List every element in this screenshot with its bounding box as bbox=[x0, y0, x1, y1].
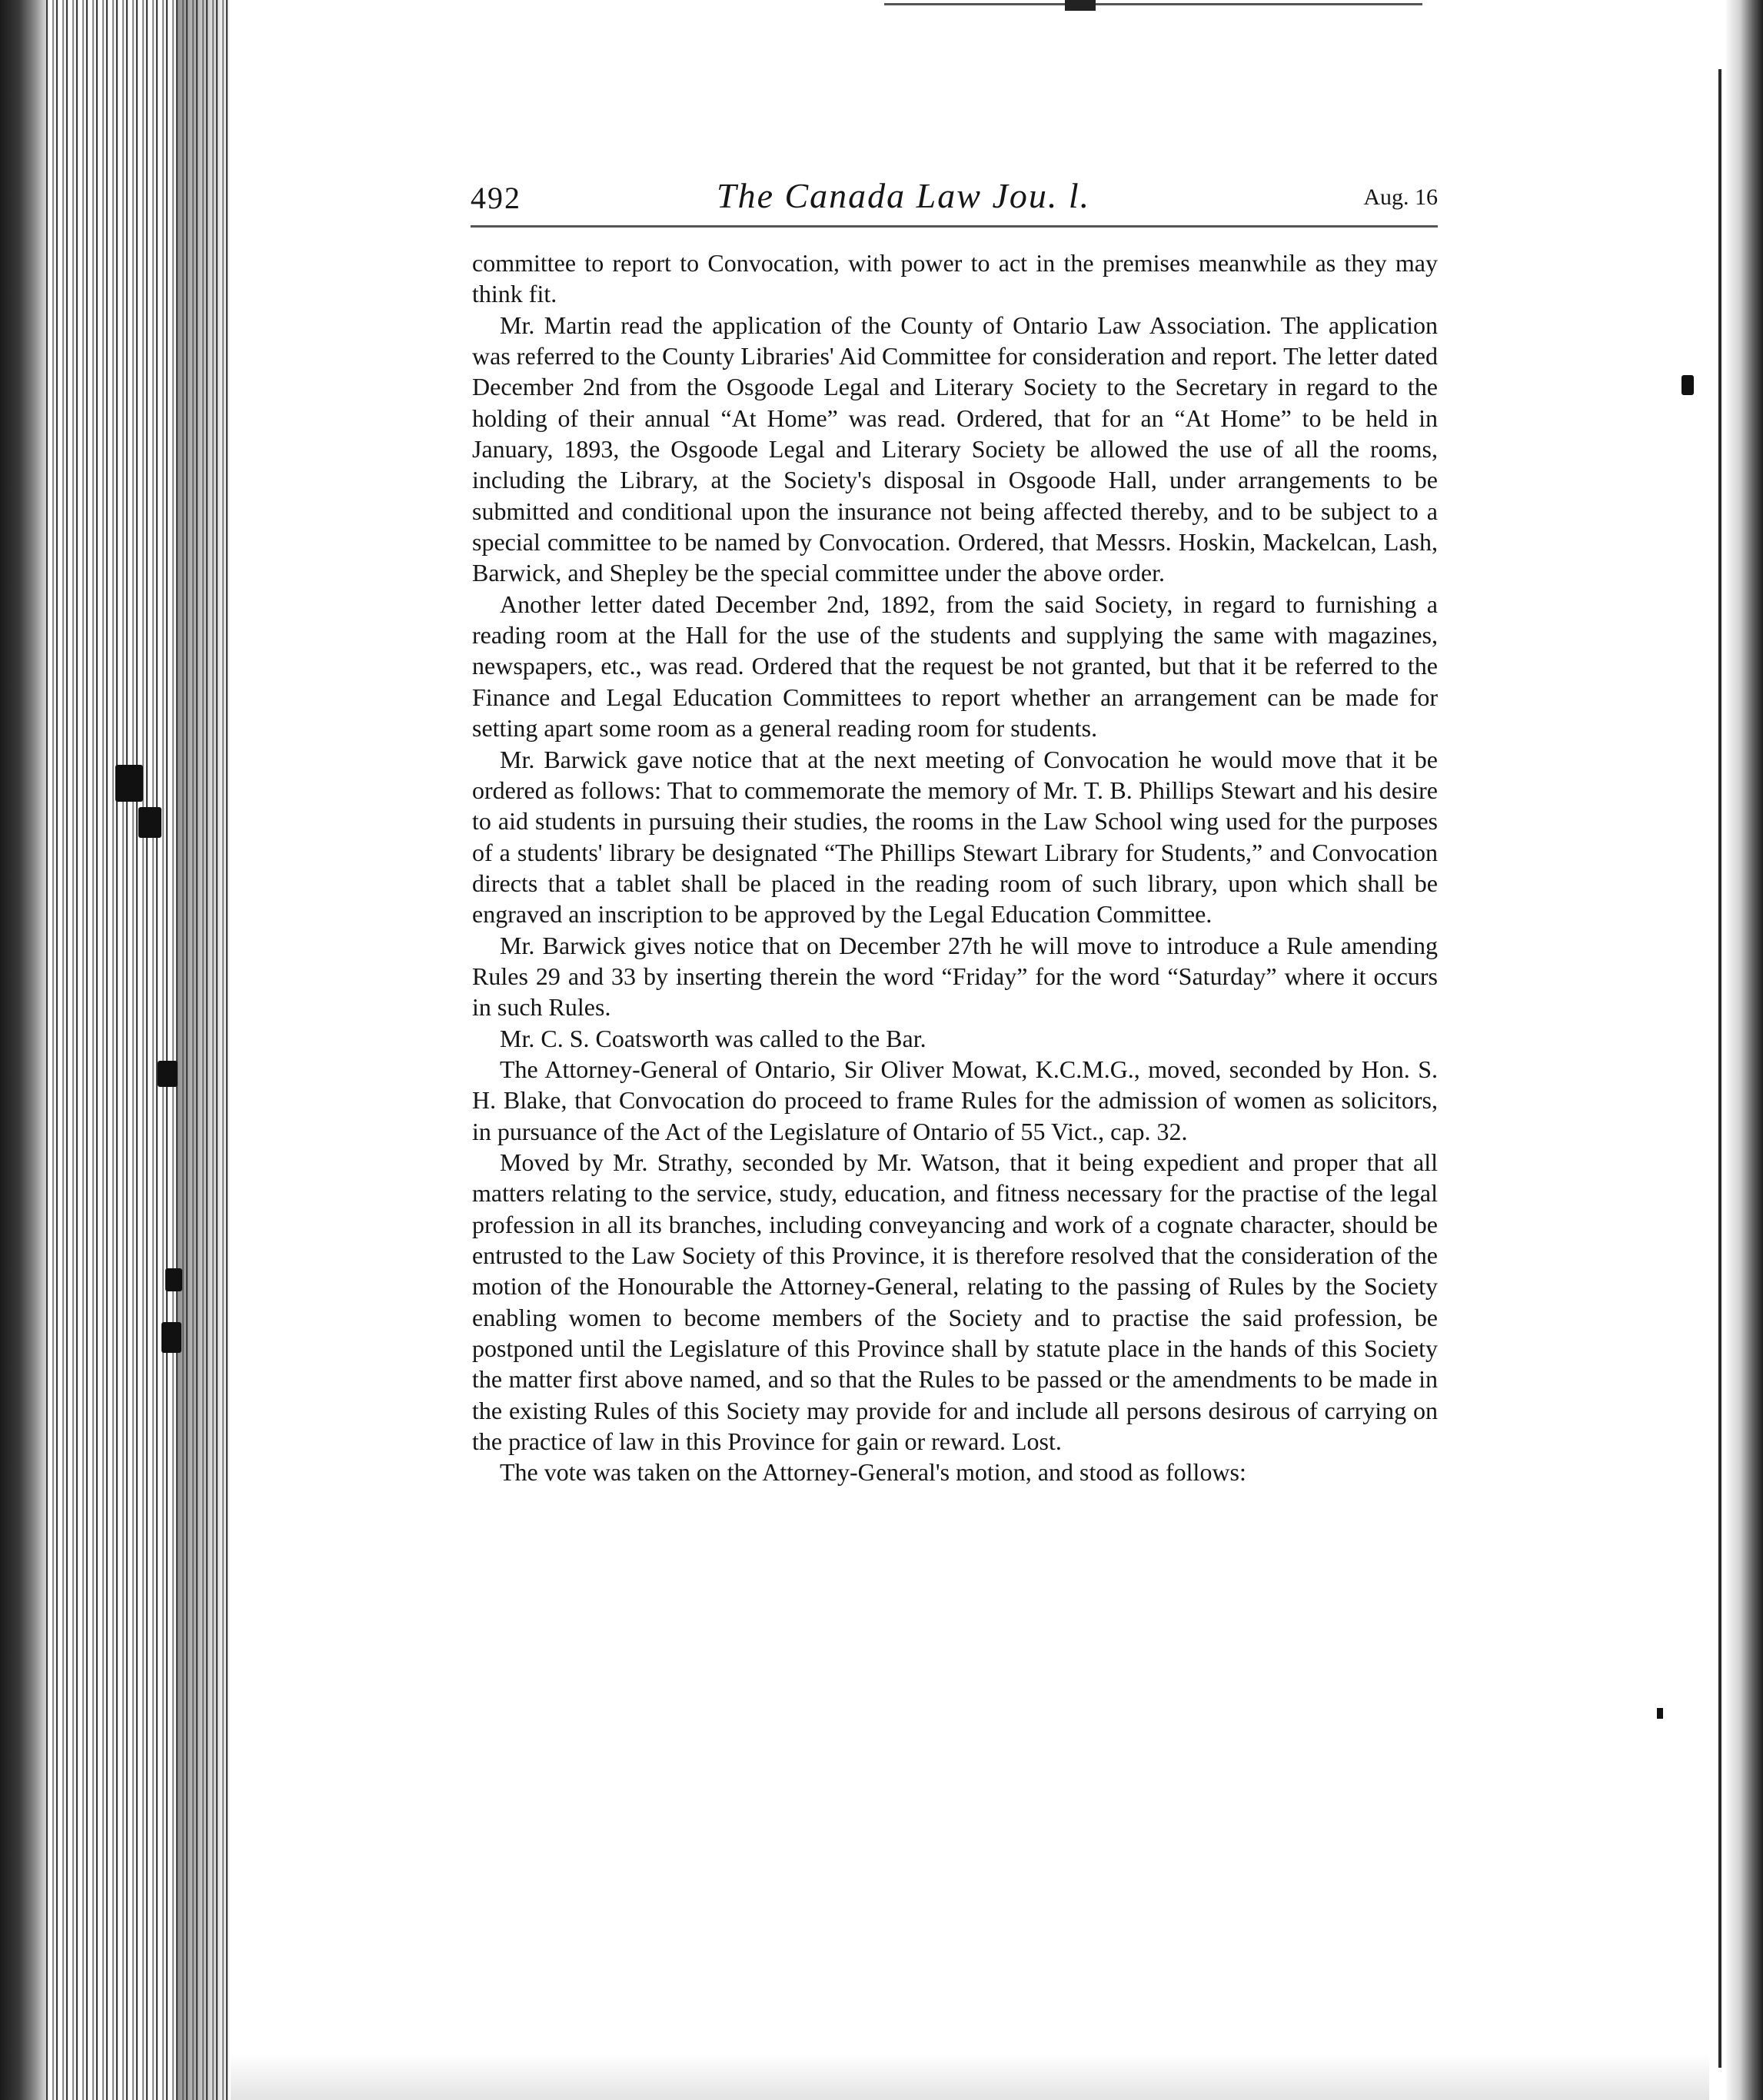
paragraph: Mr. Barwick gave notice that at the next meeting of Convocation he would move that it be ordered as follows: That to commemorate the memory of Mr. T. B. Phillips Stewart and his desire to aid students in pursuing their studies, the rooms in the Law School wing used for the purposes of a students' library be designated “The Phillips Stewart Library for Students,” and Convocation directs that a tablet shall be placed in the reading room of such library, upon which shall be engraved an inscription to be approved by the Legal Education Committee. bbox=[472, 745, 1438, 929]
edge-blot bbox=[158, 1061, 178, 1087]
running-head bbox=[471, 175, 1438, 221]
edge-blot bbox=[115, 765, 143, 802]
spine-shadow-gradient bbox=[177, 0, 231, 2100]
page-number: 492 bbox=[471, 181, 521, 215]
edge-blot bbox=[165, 1268, 182, 1291]
edge-blot bbox=[138, 807, 161, 838]
margin-dot bbox=[1657, 1708, 1663, 1719]
top-scan-mark bbox=[1065, 0, 1096, 11]
paragraph: Mr. Barwick gives notice that on December 27th he will move to introduce a Rule amending Rules 29 and 33 by inserting therein the word “Friday” for the word “Saturday” where it occurs in such Rules. bbox=[472, 931, 1438, 1022]
paragraph: Moved by Mr. Strathy, seconded by Mr. Watson, that it being expedient and proper that all matters relating to the service, study, education, and fitness necessary for the practise of the legal profession in all its branches, including conveyancing and work of a cognate character, should be entrusted to the Law Society of this Province, it is therefore resolved that the consideration of the motion of the Honourable the Attorney-General, relating to the passing of Rules by the Society enabling women to become members of the Society and to practise the said profession, be postponed until the Legislature of this Province shall by statute place in the hands of this Society the matter first above named, and so that the Rules to be passed or the amendments to be made in the existing Rules of this Society may provide for and include all persons desirous of carrying on the practice of law in this Province for gain or reward. Lost. bbox=[472, 1148, 1438, 1456]
margin-mark bbox=[1682, 375, 1694, 395]
bottom-scan-shading bbox=[231, 2054, 1709, 2100]
paragraph: Mr. Martin read the application of the County of Ontario Law Association. The application was referred to the County Libraries' Aid Committee for consideration and report. The letter dated December 2nd from the Osgoode Legal and Literary Society to the Secretary in regard to the holding of their annual “At Home” was read. Ordered, that for an “At Home” to be held in January, 1893, the Osgoode Legal and Literary Society be allowed the use of all the rooms, including the Library, at the Society's disposal in Osgoode Hall, under arrangements to be submitted and conditional upon the insurance not being affected thereby, and to be subject to a special committee to be named by Convocation. Ordered, that Messrs. Hoskin, Mackelcan, Lash, Barwick, and Shepley be the special committee under the above order. bbox=[472, 311, 1438, 587]
right-edge-rule bbox=[1718, 69, 1721, 2068]
paragraph: The Attorney-General of Ontario, Sir Oliver Mowat, K.C.M.G., moved, seconded by Hon. S. H. Blake, that Convocation do proceed to frame Rules for the admission of women as solicitors, in pursuance of the Act of the Legislature of Ontario of 55 Vict., cap. 32. bbox=[472, 1055, 1438, 1145]
right-page-edge bbox=[1709, 0, 1763, 2100]
edge-blot bbox=[161, 1322, 181, 1353]
top-scan-line bbox=[884, 3, 1422, 5]
issue-date: Aug. 16 bbox=[1363, 184, 1438, 210]
spine-shadow-dark bbox=[0, 0, 46, 2100]
article-body bbox=[472, 248, 1438, 1488]
header-rule bbox=[471, 225, 1438, 228]
paragraph: committee to report to Convocation, with power to act in the premises meanwhile as they may think fit. bbox=[472, 249, 1438, 308]
paragraph: Mr. C. S. Coatsworth was called to the Bar. bbox=[500, 1024, 926, 1052]
journal-title: The Canada Law Jou. l. bbox=[717, 176, 1091, 215]
paragraph: Another letter dated December 2nd, 1892, from the said Society, in regard to furnishing a reading room at the Hall for the use of the students and supplying the same with magazines, newspapers, etc., was read. Ordered that the request be not granted, but that it be referred to the Finance and Legal Education Committees to report whether an arrangement can be made for setting apart some room as a general reading room for students. bbox=[472, 590, 1438, 743]
paragraph: The vote was taken on the Attorney-General's motion, and stood as follows: bbox=[500, 1458, 1246, 1487]
